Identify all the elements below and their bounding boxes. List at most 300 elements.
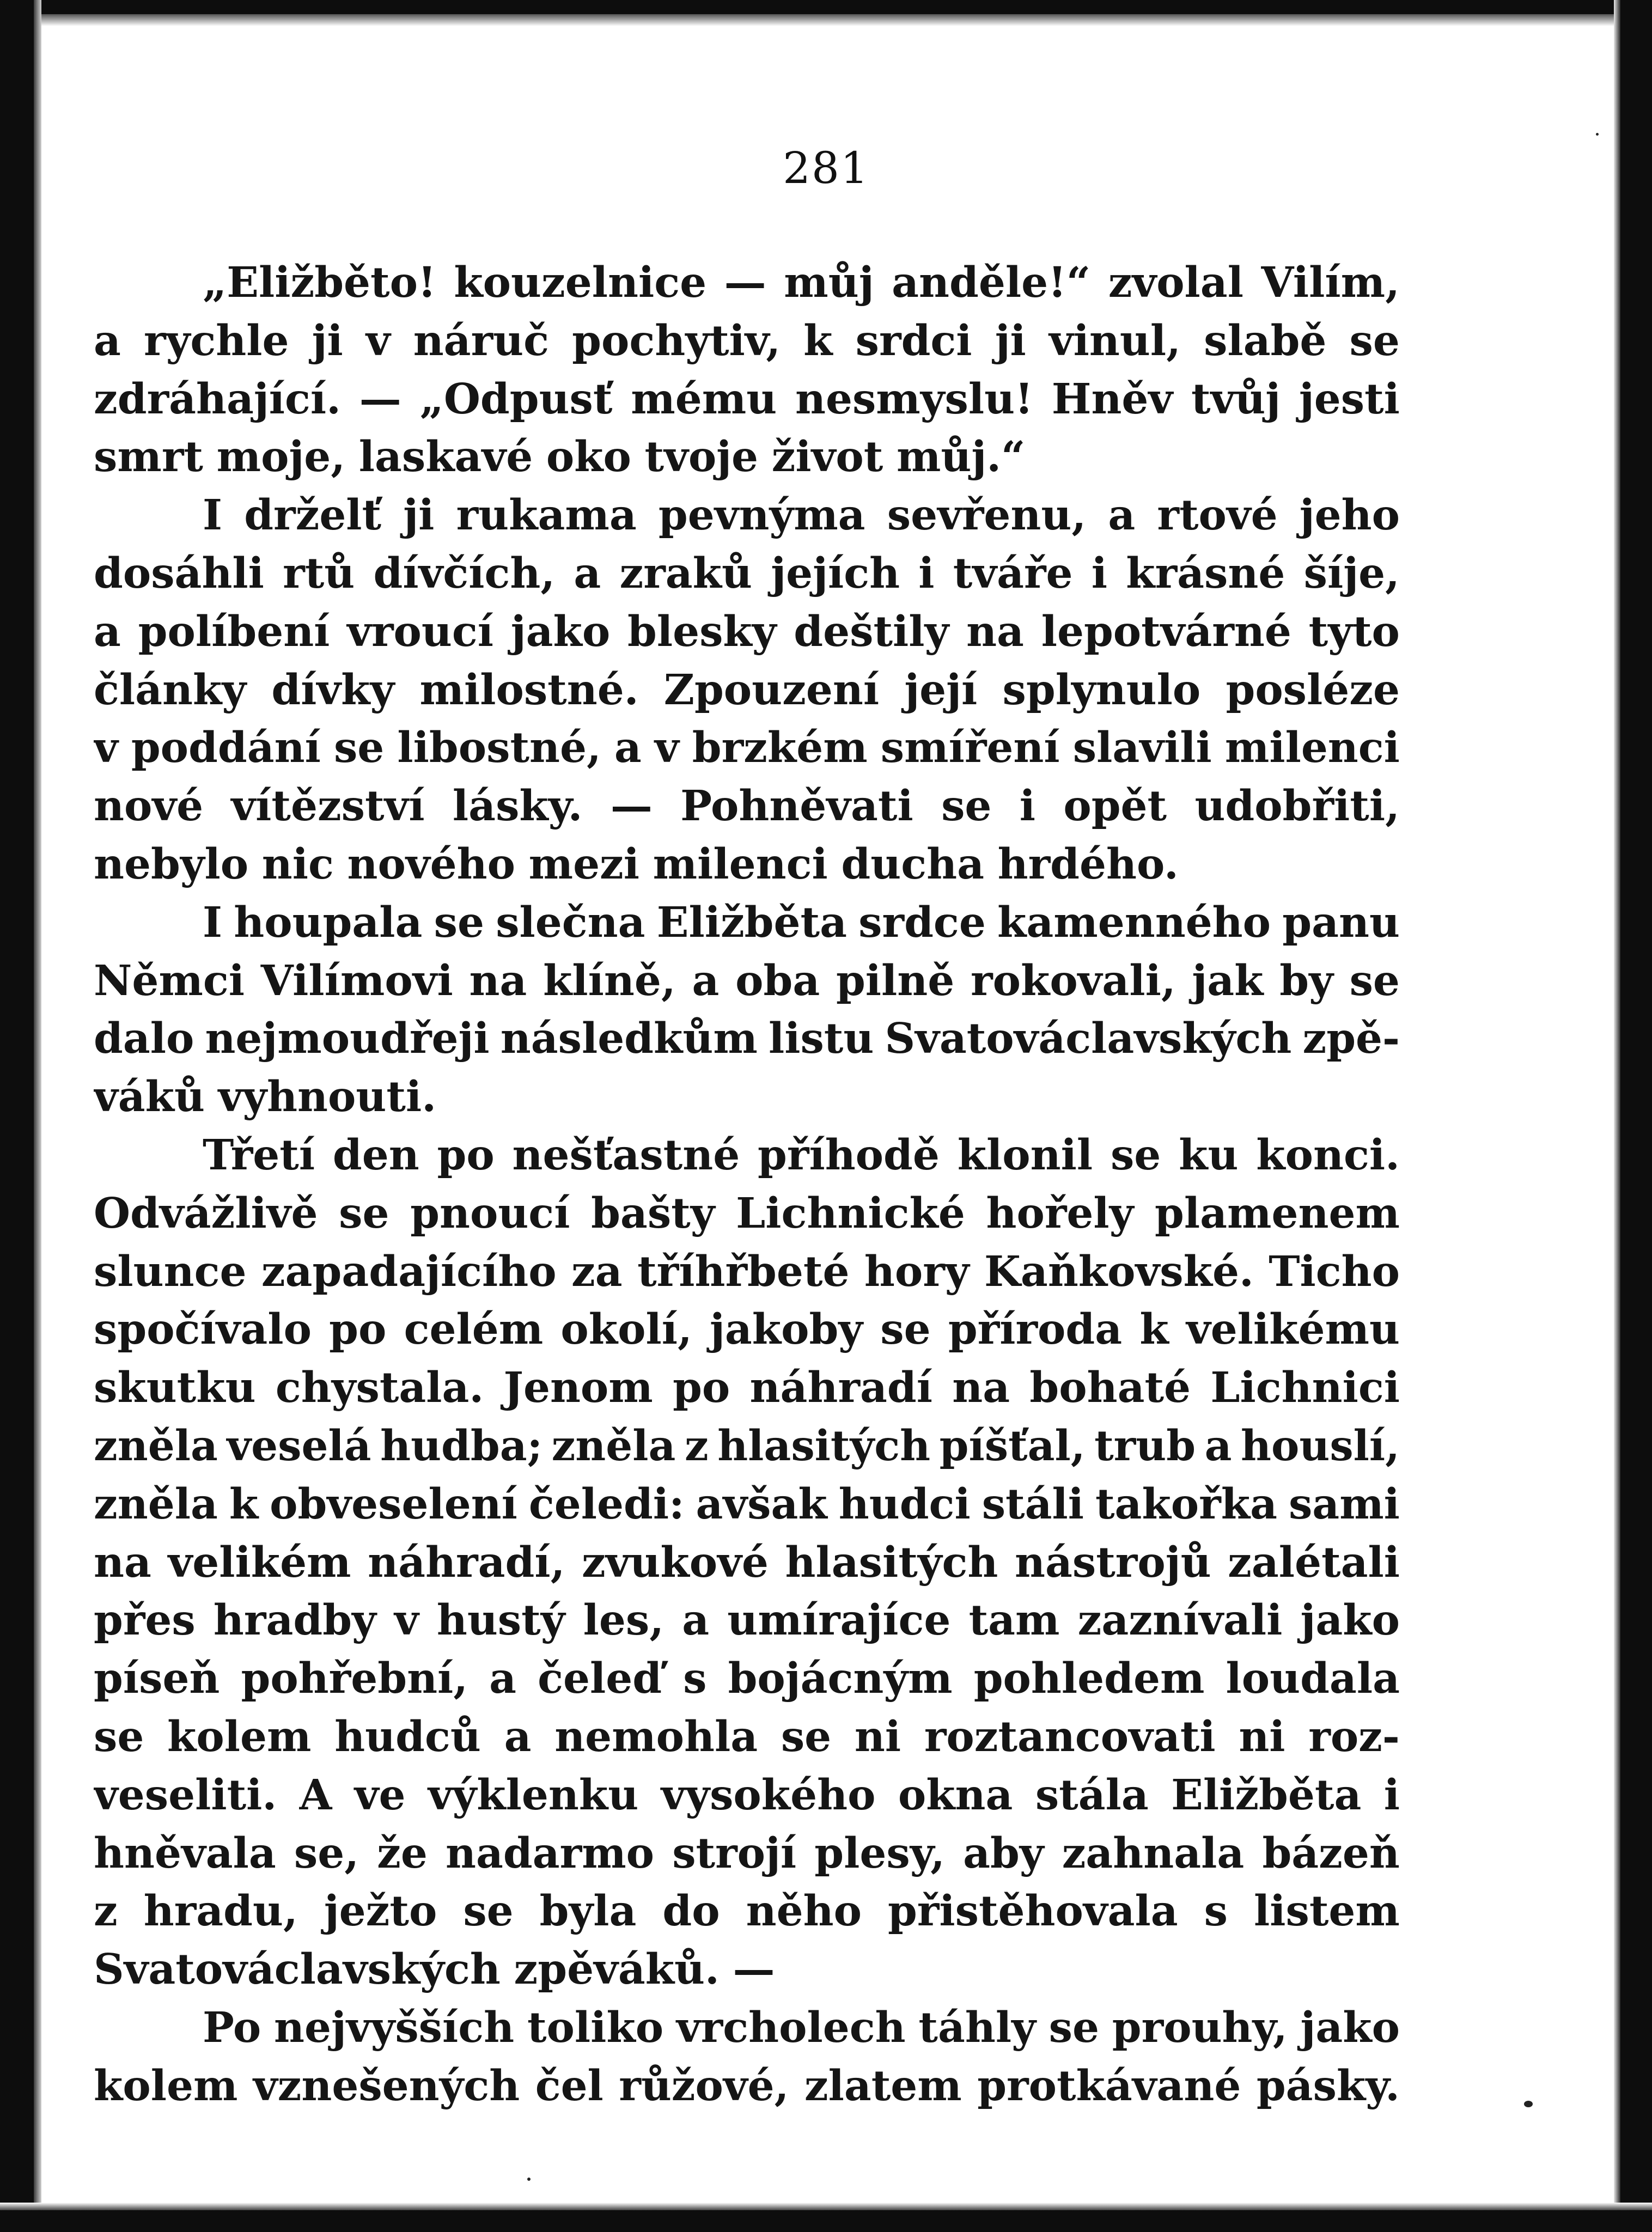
word: zlatem (804, 2061, 962, 2111)
word: v (654, 723, 679, 773)
word: nic (261, 839, 334, 889)
word: na (966, 607, 1024, 656)
word: a (1204, 1421, 1232, 1471)
word: se, (294, 1828, 359, 1878)
word: les, (583, 1596, 665, 1645)
word: ku (1179, 1130, 1239, 1180)
word: Po (203, 2003, 261, 2052)
word: ni (854, 1712, 901, 1761)
word: hlasitých (717, 1421, 931, 1471)
word: slavili (1072, 723, 1212, 773)
word: laskavé (358, 432, 533, 482)
word: se (781, 1712, 832, 1761)
word: ve (354, 1770, 406, 1820)
word: zdráhající. (94, 374, 341, 424)
word: srdce (858, 898, 986, 947)
text-line (94, 1882, 1400, 1941)
word: ducha (841, 839, 984, 889)
word: s (1204, 1887, 1228, 1936)
word: Svatováclavských (885, 1014, 1292, 1064)
word: jako (1300, 2003, 1400, 2052)
text-line (94, 894, 1400, 952)
word: nemohla (554, 1712, 758, 1761)
word: hory (864, 1247, 970, 1296)
word: se (1349, 316, 1400, 365)
word: plamenem (1155, 1188, 1400, 1238)
word: jesti (1299, 374, 1400, 424)
text-line (94, 1243, 1400, 1301)
word: velikém (168, 1538, 351, 1587)
word: růžové, (619, 2061, 789, 2111)
word: se (434, 898, 484, 947)
scan-shadow-bottom (0, 2203, 1652, 2210)
word: následkům (500, 1014, 758, 1064)
word: zapadajícího (261, 1247, 557, 1296)
word: pevnýma (658, 491, 865, 540)
word: ježto (324, 1887, 437, 1936)
word: dívčích, (373, 548, 556, 598)
word: šíje, (1303, 548, 1400, 598)
word: zraků (619, 548, 753, 598)
word: deštily (794, 607, 949, 656)
word: veseliti. (94, 1770, 277, 1820)
word: Kaňkovské. (984, 1247, 1254, 1296)
text-line (94, 1650, 1400, 1708)
word: políbení (138, 607, 330, 656)
text-line (94, 1010, 1400, 1068)
word: hrdého. (997, 839, 1179, 889)
text-line (94, 603, 1400, 661)
word: pilně (836, 956, 955, 1005)
text-line (94, 719, 1400, 777)
word: hudců (334, 1712, 481, 1761)
word: A (299, 1770, 332, 1820)
word: zněla (551, 1421, 676, 1471)
word: ji (312, 316, 343, 365)
word: nové (94, 782, 204, 831)
word: čeledi: (528, 1479, 685, 1529)
word: stála (1035, 1770, 1149, 1820)
word: obveselení (270, 1479, 517, 1529)
word: pochytiv, (572, 316, 781, 365)
text-line (94, 312, 1400, 370)
word: rokovali, (971, 956, 1176, 1005)
word: Lichnické (736, 1188, 965, 1238)
word: z (94, 1887, 118, 1936)
word: brzkém (692, 723, 868, 773)
text-line (94, 254, 1400, 312)
word: k (229, 1479, 259, 1529)
word: nešťastné (512, 1130, 740, 1180)
scan-border-left (0, 0, 34, 2232)
word: vznešených (253, 2061, 520, 2111)
word: i (1383, 1770, 1400, 1820)
scan-border-top (0, 0, 1652, 14)
word: mému (631, 374, 777, 424)
word: rychle (144, 316, 289, 365)
word: aby (963, 1828, 1044, 1878)
word: smíření (880, 723, 1060, 773)
text-line (94, 836, 1400, 894)
word: — (733, 1945, 775, 1995)
text-line (94, 777, 1400, 836)
word: čeleď (538, 1654, 662, 1704)
word: lepotvárné (1041, 607, 1291, 656)
word: pohledem (973, 1654, 1205, 1704)
word: — (359, 374, 401, 424)
word: listu (768, 1014, 874, 1064)
word: ni (1239, 1712, 1285, 1761)
word: táhly (918, 2003, 1036, 2052)
word: Vilímovi (260, 956, 453, 1005)
word: nejvyšších (274, 2003, 515, 2052)
word: tvůj (1191, 374, 1281, 424)
word: oba (735, 956, 820, 1005)
word: na (469, 956, 527, 1005)
word: Jenom (503, 1363, 653, 1413)
text-line (94, 1068, 1400, 1126)
word: jako (1300, 1596, 1400, 1645)
word: zpě- (1302, 1014, 1400, 1064)
word: „Odpusť (419, 374, 613, 424)
word: z (684, 1421, 709, 1471)
word: blesky (627, 607, 777, 656)
word: bázeň (1262, 1828, 1400, 1878)
word: slunce (94, 1247, 247, 1296)
word: a (614, 723, 642, 773)
word: po (437, 1130, 495, 1180)
word: náhradí (749, 1363, 932, 1413)
text-line (94, 1591, 1400, 1650)
word: vrcholech (676, 2003, 906, 2052)
word: nového (347, 839, 515, 889)
word: nejmoudřeji (205, 1014, 490, 1064)
word: čel (535, 2061, 604, 2111)
word: život (771, 432, 883, 482)
word: hlasitých (785, 1538, 998, 1587)
word: milenci (653, 839, 828, 889)
word: k (1139, 1305, 1169, 1355)
word: se (333, 723, 385, 773)
text-line (94, 1359, 1400, 1417)
text-line (94, 1417, 1400, 1475)
word: náhradí, (368, 1538, 565, 1587)
word: zaznívali (1077, 1596, 1283, 1645)
word: poddání (131, 723, 321, 773)
word: Eližběta (1171, 1770, 1362, 1820)
word: libostné, (397, 723, 601, 773)
word: po (673, 1363, 730, 1413)
word: se (880, 1305, 931, 1355)
word: zalétali (1228, 1538, 1400, 1587)
word: posléze (1226, 665, 1400, 715)
word: a (1108, 491, 1136, 540)
word: hradu, (143, 1887, 298, 1936)
body-text (94, 254, 1400, 2115)
word: s (683, 1654, 707, 1704)
word: drželť (244, 491, 382, 540)
word: se (941, 782, 992, 831)
word: okna (898, 1770, 1013, 1820)
text-line (94, 545, 1400, 603)
word: by (1279, 956, 1333, 1005)
word: nástrojů (1015, 1538, 1211, 1587)
word: Hněv (1051, 374, 1173, 424)
word: rukama (456, 491, 637, 540)
word: nadarmo (446, 1828, 655, 1878)
word: její (904, 665, 978, 715)
text-line (94, 486, 1400, 545)
word: zvolal (1108, 258, 1243, 307)
word: a (94, 316, 121, 365)
text-line (94, 952, 1400, 1010)
word: slečna (496, 898, 645, 947)
word: dalo (94, 1014, 194, 1064)
word: moje, (216, 432, 346, 482)
word: v (94, 723, 118, 773)
word: strojí (672, 1828, 797, 1878)
word: Svatováclavských (94, 1945, 501, 1995)
word: jakoby (710, 1305, 863, 1355)
text-line (94, 1475, 1400, 1534)
word: příhodě (758, 1130, 940, 1180)
word: Lichnici (1210, 1363, 1400, 1413)
word: po (329, 1305, 387, 1355)
word: se (1048, 2003, 1099, 2052)
word: že (377, 1828, 428, 1878)
scan-border-bottom (0, 2210, 1652, 2232)
word: milostné. (419, 665, 639, 715)
word: skutku (94, 1363, 256, 1413)
word: články (94, 665, 247, 715)
word: splynulo (1002, 665, 1201, 715)
word: a (682, 1596, 710, 1645)
word: tvoje (644, 432, 759, 482)
word: a (504, 1712, 532, 1761)
word: bohaté (1029, 1363, 1191, 1413)
word: I (203, 491, 223, 540)
word: Zpouzení (663, 665, 880, 715)
text-line (94, 1534, 1400, 1592)
word: tváře (953, 548, 1073, 598)
word: něho (746, 1887, 862, 1936)
text-line (94, 1999, 1400, 2057)
text-line (94, 1708, 1400, 1766)
word: tyto (1308, 607, 1400, 656)
word: vítězství (231, 782, 425, 831)
word: oko (546, 432, 631, 482)
word: houslí, (1241, 1421, 1400, 1471)
word: pnoucí (410, 1188, 570, 1238)
print-speck (527, 2178, 531, 2181)
word: smrt (94, 432, 203, 482)
word: velikému (1186, 1305, 1400, 1355)
word: kolem (167, 1712, 312, 1761)
word: přistěhovala (887, 1887, 1178, 1936)
word: celém (404, 1305, 544, 1355)
word: hudba; (380, 1421, 543, 1471)
word: jak (1192, 956, 1264, 1005)
word: plesy, (814, 1828, 945, 1878)
word: jako (510, 607, 611, 656)
word: umírajíce (727, 1596, 951, 1645)
text-line (94, 1301, 1400, 1359)
word: roztancovati (924, 1712, 1216, 1761)
word: avšak (696, 1479, 827, 1529)
word: vinul, (1048, 316, 1181, 365)
word: trub (1094, 1421, 1196, 1471)
word: dívky (271, 665, 395, 715)
word: se (1110, 1130, 1161, 1180)
word: — (610, 782, 653, 831)
word: bojácným (728, 1654, 953, 1704)
word: i (918, 548, 935, 598)
word: jeho (1299, 491, 1400, 540)
word: hustý (436, 1596, 565, 1645)
text-line (94, 1766, 1400, 1825)
word: bašty (591, 1188, 715, 1238)
text-line (94, 1825, 1400, 1883)
word: sevřenu, (887, 491, 1087, 540)
word: prouhy, (1112, 2003, 1288, 2052)
word: Odvážlivě (94, 1188, 318, 1238)
word: ji (995, 316, 1026, 365)
word: hořely (986, 1188, 1134, 1238)
word: vysokého (661, 1770, 876, 1820)
word: můj (784, 258, 874, 307)
word: ji (403, 491, 435, 540)
word: nebylo (94, 839, 249, 889)
word: v (394, 1596, 419, 1645)
word: kamenného (997, 898, 1271, 947)
word: k (803, 316, 833, 365)
word: hněvala (94, 1828, 276, 1878)
word: srdci (855, 316, 972, 365)
word: přes (94, 1596, 196, 1645)
word: mezi (528, 839, 640, 889)
word: vroucí (347, 607, 493, 656)
word: jejích (771, 548, 900, 598)
text-line (94, 1126, 1400, 1185)
word: chystala. (275, 1363, 484, 1413)
word: sami (1288, 1479, 1400, 1529)
scan-shadow-right (1614, 0, 1620, 2232)
word: listem (1253, 1887, 1400, 1936)
word: krásné (1126, 548, 1285, 598)
word: zpěváků. (514, 1945, 720, 1995)
word: okolí, (560, 1305, 692, 1355)
word: tam (968, 1596, 1060, 1645)
word: protkávané (977, 2061, 1241, 2111)
word: píseň (94, 1654, 220, 1704)
word: píšťal, (939, 1421, 1086, 1471)
word: a (489, 1654, 517, 1704)
print-speck (1596, 133, 1599, 136)
word: klonil (957, 1130, 1093, 1180)
word: se (1349, 956, 1400, 1005)
word: zvukové (581, 1538, 769, 1587)
word: Eližběta (656, 898, 847, 947)
text-line (94, 1941, 1400, 1999)
word: Třetí (203, 1130, 315, 1180)
word: Ticho (1269, 1247, 1400, 1296)
word: náruč (413, 316, 550, 365)
word: za (571, 1247, 623, 1296)
scan-shadow-top (0, 14, 1652, 26)
word: a (94, 607, 121, 656)
word: „Eližběto! (203, 258, 436, 307)
word: zněla (94, 1421, 218, 1471)
word: i (1019, 782, 1036, 831)
word: panu (1282, 898, 1400, 947)
word: tříhřbeté (637, 1247, 850, 1296)
word: v (365, 316, 391, 365)
word: dosáhli (94, 548, 264, 598)
word: udobřiti, (1194, 782, 1400, 831)
word: váků (94, 1072, 205, 1122)
word: zahnala (1062, 1828, 1245, 1878)
word: hudci (838, 1479, 971, 1529)
word: hradby (213, 1596, 376, 1645)
word: spočívalo (94, 1305, 312, 1355)
word: slabě (1204, 316, 1327, 365)
word: loudala (1226, 1654, 1400, 1704)
word: toliko (527, 2003, 664, 2052)
text-line (94, 2057, 1400, 2115)
word: milenci (1224, 723, 1400, 773)
word: a (574, 548, 601, 598)
word: můj.“ (896, 432, 1026, 482)
word: zněla (94, 1479, 218, 1529)
word: veselá (227, 1421, 371, 1471)
word: do (662, 1887, 720, 1936)
word: opět (1063, 782, 1167, 831)
text-line (94, 370, 1400, 429)
word: — (724, 258, 766, 307)
word: Němci (94, 956, 245, 1005)
word: Vilím, (1261, 258, 1400, 307)
word: se (94, 1712, 144, 1761)
word: Pohněvati (680, 782, 913, 831)
word: kolem (94, 2061, 238, 2111)
word: roz- (1308, 1712, 1400, 1761)
word: stáli (982, 1479, 1084, 1529)
word: rtové (1157, 491, 1278, 540)
scan-border-right (1620, 0, 1652, 2232)
word: lásky. (452, 782, 583, 831)
text-line (94, 1185, 1400, 1243)
word: i (1091, 548, 1108, 598)
word: na (94, 1538, 151, 1587)
word: a (692, 956, 720, 1005)
page-number: 281 (783, 143, 869, 193)
text-line (94, 428, 1400, 486)
word: klíně, (543, 956, 676, 1005)
scan-shadow-left (34, 0, 41, 2232)
word: se (463, 1887, 514, 1936)
word: vyhnouti. (218, 1072, 437, 1122)
word: nesmyslu! (795, 374, 1033, 424)
text-line (94, 661, 1400, 719)
word: pásky. (1256, 2061, 1400, 2111)
word: se (339, 1188, 389, 1238)
word: takořka (1095, 1479, 1277, 1529)
word: rtů (283, 548, 355, 598)
print-speck (1524, 2101, 1533, 2107)
word: houpala (234, 898, 423, 947)
word: kouzelnice (454, 258, 707, 307)
word: I (203, 898, 223, 947)
